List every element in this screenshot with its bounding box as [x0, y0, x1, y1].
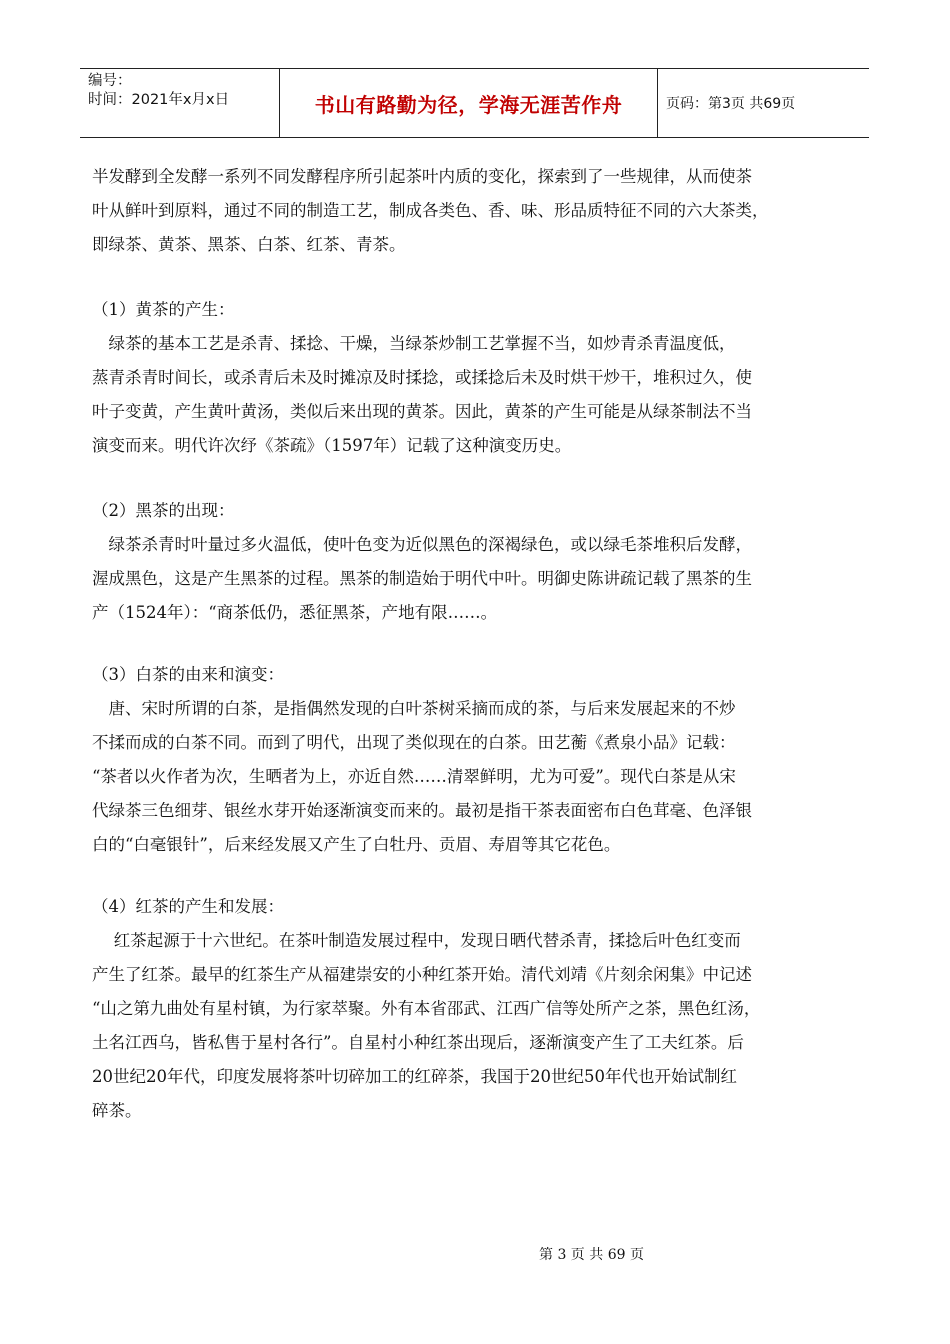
body-line: 碎茶。: [92, 1101, 142, 1120]
page-footer: [0, 1244, 950, 1264]
header-page-indicator: 页码：第3页 共69页: [666, 96, 796, 112]
document-date-label: 时间：2021年x月x日: [88, 92, 230, 108]
body-line: 白的“白毫银针”，后来经发展又产生了白牡丹、贡眉、寿眉等其它花色。: [92, 835, 621, 854]
body-line: “茶者以火作者为次，生晒者为上，亦近自然……清翠鲜明，尤为可爱”。现代白茶是从宋: [92, 767, 736, 786]
header-meta: [80, 69, 280, 137]
document-body: [92, 160, 867, 1128]
body-line: 绿茶的基本工艺是杀青、揉捻、干燥，当绿茶炒制工艺掌握不当，如炒青杀青温度低，: [92, 334, 736, 353]
body-line: 产生了红茶。最早的红茶生产从福建崇安的小种红茶开始。清代刘靖《片刻余闲集》中记述: [92, 965, 752, 984]
section-heading: （2）黑茶的出现：: [92, 501, 235, 520]
body-line: 蒸青杀青时间长，或杀青后未及时摊凉及时揉捻，或揉捻后未及时烘干炒干，堆积过久，使: [92, 368, 752, 387]
body-line: 绿茶杀青时叶量过多火温低，使叶色变为近似黑色的深褐绿色，或以绿毛茶堆积后发酵，: [92, 535, 752, 554]
body-line: 叶从鲜叶到原料，通过不同的制造工艺，制成各类色、香、味、形品质特征不同的六大茶类，: [92, 201, 769, 220]
body-line: 演变而来。明代许次纾《茶疏》（1597年）记载了这种演变历史。: [92, 436, 572, 455]
document-number-label: 编号：: [88, 73, 132, 89]
body-line: 不揉而成的白茶不同。而到了明代，出现了类似现在的白茶。田艺蘅《煮泉小品》记载：: [92, 733, 736, 752]
section-heading: （1）黄茶的产生：: [92, 300, 235, 319]
body-line: 即绿茶、黄茶、黑茶、白茶、红茶、青茶。: [92, 235, 406, 254]
body-line: 红茶起源于十六世纪。在茶叶制造发展过程中，发现日晒代替杀青，揉捻后叶色红变而: [92, 931, 741, 950]
body-line: 产（1524年）：“商茶低仍，悉征黑茶，产地有限……。: [92, 603, 498, 622]
page-header: [80, 68, 869, 138]
body-line: 代绿茶三色细芽、银丝水芽开始逐渐演变而来的。最初是指干茶表面密布白色茸毫、色泽银: [92, 801, 752, 820]
body-line: 叶子变黄，产生黄叶黄汤，类似后来出现的黄茶。因此，黄茶的产生可能是从绿茶制法不当: [92, 402, 752, 421]
section-heading: （3）白茶的由来和演变：: [92, 665, 284, 684]
footer-page-number: 第 3 页 共 69 页: [539, 1247, 644, 1263]
header-motto: 书山有路勤为径，学海无涯苦作舟: [280, 69, 658, 137]
body-line: 渥成黑色，这是产生黑茶的过程。黑茶的制造始于明代中叶。明御史陈讲疏记载了黑茶的生: [92, 569, 752, 588]
body-line: 半发酵到全发酵一系列不同发酵程序所引起茶叶内质的变化，探索到了一些规律，从而使茶: [92, 167, 752, 186]
body-line: 20世纪20年代，印度发展将茶叶切碎加工的红碎茶，我国于20世纪50年代也开始试制红: [92, 1067, 737, 1086]
section-heading: （4）红茶的产生和发展：: [92, 897, 284, 916]
body-line: 土名江西乌，皆私售于星村各行”。自星村小种红茶出现后，逐渐演变产生了工夫红茶。后: [92, 1033, 744, 1052]
body-line: “山之第九曲处有星村镇，为行家萃聚。外有本省邵武、江西广信等处所产之茶，黑色红汤，: [92, 999, 761, 1018]
body-line: 唐、宋时所谓的白茶，是指偶然发现的白叶茶树采摘而成的茶，与后来发展起来的不炒: [92, 699, 736, 718]
